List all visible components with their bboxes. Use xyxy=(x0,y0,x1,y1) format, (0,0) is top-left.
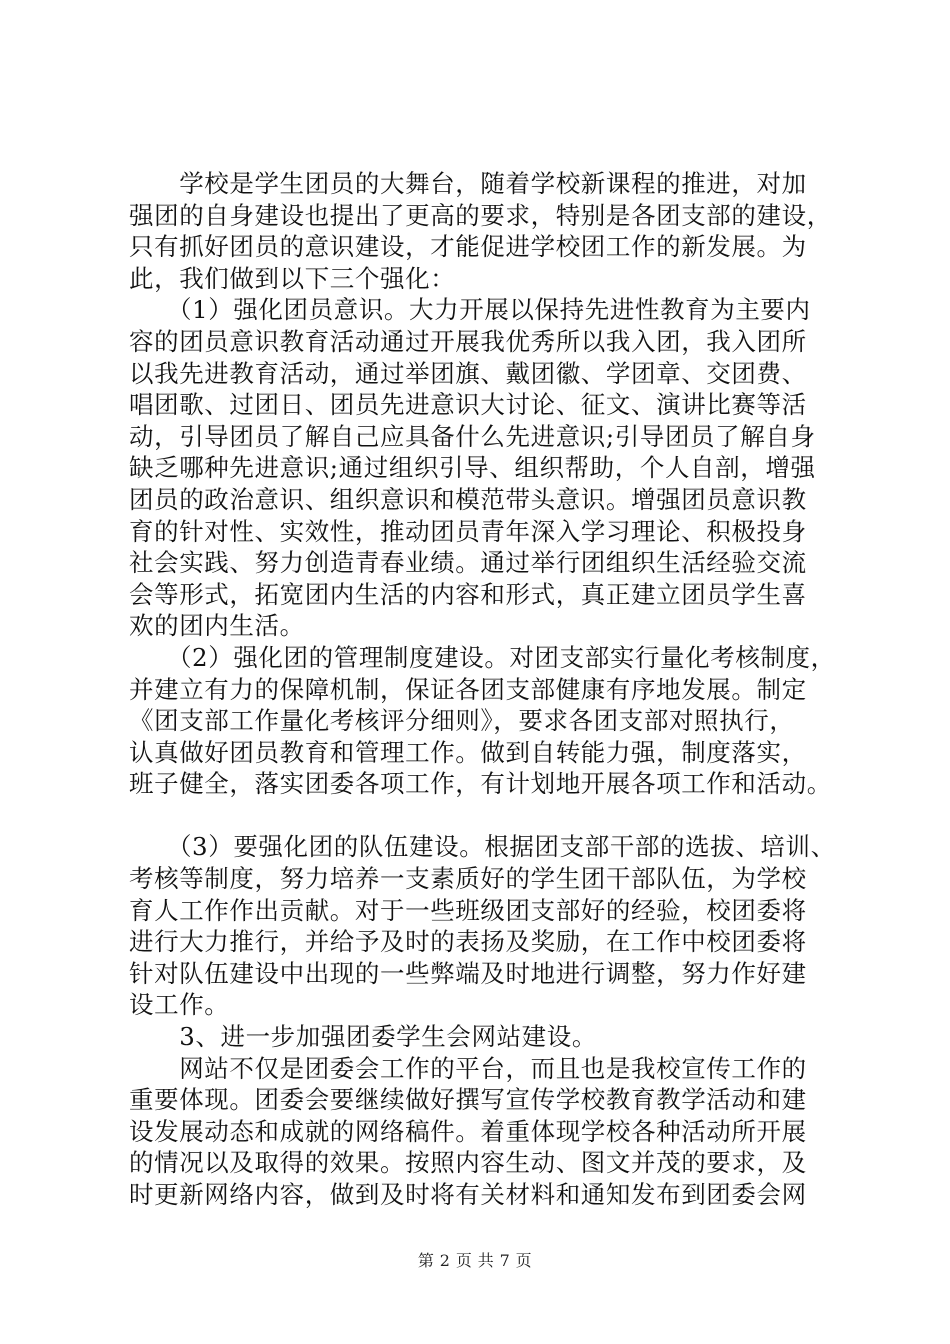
text-line: 重要体现。团委会要继续做好撰写宣传学校教育教学活动和建 xyxy=(129,1085,807,1115)
text-line: 育的针对性、实效性，推动团员青年深入学习理论、积极投身 xyxy=(129,516,807,546)
text-line: 针对队伍建设中出现的一些弊端及时地进行调整，努力作好建 xyxy=(129,958,807,988)
text-line: 社会实践、努力创造青春业绩。通过举行团组织生活经验交流 xyxy=(129,548,807,578)
text-line: 团员的政治意识、组织意识和模范带头意识。增强团员意识教 xyxy=(129,484,807,514)
text-line: 进行大力推行，并给予及时的表扬及奖励，在工作中校团委将 xyxy=(129,927,807,957)
text-line: 会等形式，拓宽团内生活的内容和形式，真正建立团员学生喜 xyxy=(129,579,807,609)
text-line: 网站不仅是团委会工作的平台，而且也是我校宣传工作的 xyxy=(129,1053,807,1083)
text-line: 此，我们做到以下三个强化： xyxy=(129,263,456,293)
text-line: 唱团歌、过团日、团员先进意识大讨论、征文、演讲比赛等活 xyxy=(129,390,807,420)
text-line: 设工作。 xyxy=(129,990,230,1020)
text-line: 班子健全，落实团委各项工作，有计划地开展各项工作和活动。 xyxy=(129,769,832,799)
text-line: 欢的团内生活。 xyxy=(129,611,305,641)
text-line: 育人工作作出贡献。对于一些班级团支部好的经验，校团委将 xyxy=(129,895,807,925)
blank-line xyxy=(129,800,849,832)
text-line: 以我先进教育活动，通过举团旗、戴团徽、学团章、交团费、 xyxy=(129,358,807,388)
text-line: （1）强化团员意识。大力开展以保持先进性教育为主要内 xyxy=(129,295,811,325)
text-line: 的情况以及取得的效果。按照内容生动、图文并茂的要求，及 xyxy=(129,1148,807,1178)
page-footer: 第 2 页 共 7 页 xyxy=(417,1251,533,1270)
text-line: 考核等制度，努力培养一支素质好的学生团干部队伍，为学校 xyxy=(129,864,807,894)
text-line: 容的团员意识教育活动通过开展我优秀所以我入团，我入团所 xyxy=(129,326,807,356)
text-line: 并建立有力的保障机制，保证各团支部健康有序地发展。制定 xyxy=(129,674,807,704)
text-line: （3）要强化团的队伍建设。根据团支部干部的选拔、培训、 xyxy=(129,832,836,862)
text-line: 时更新网络内容，做到及时将有关材料和通知发布到团委会网 xyxy=(129,1180,807,1209)
text-line: 3、进一步加强团委学生会网站建设。 xyxy=(129,1022,597,1052)
text-line: 认真做好团员教育和管理工作。做到自转能力强，制度落实， xyxy=(129,737,807,767)
document-body xyxy=(129,168,849,1211)
text-line: 学校是学生团员的大舞台，随着学校新课程的推进，对加 xyxy=(129,169,807,198)
text-line: 设发展动态和成就的网络稿件。着重体现学校各种活动所开展 xyxy=(129,1116,807,1146)
text-line: 缺乏哪种先进意识;通过组织引导、组织帮助，个人自剖，增强 xyxy=(129,453,816,483)
text-line: 强团的自身建设也提出了更高的要求，特别是各团支部的建设， xyxy=(129,200,832,230)
text-line: 动，引导团员了解自己应具备什么先进意识;引导团员了解自身 xyxy=(129,421,816,451)
text-line: （2）强化团的管理制度建设。对团支部实行量化考核制度， xyxy=(129,642,836,672)
text-line: 《团支部工作量化考核评分细则》，要求各团支部对照执行， xyxy=(129,706,795,736)
text-line: 只有抓好团员的意识建设，才能促进学校团工作的新发展。为 xyxy=(129,232,807,262)
